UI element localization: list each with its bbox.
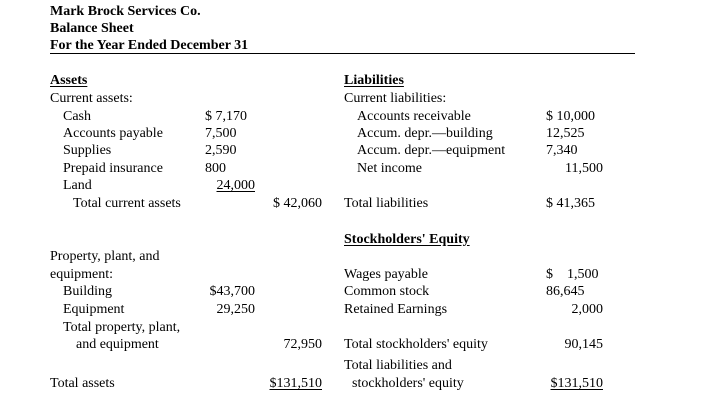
equity-wages-payable-label: Wages payable bbox=[344, 267, 428, 282]
asset-land-amount: 24,000 bbox=[216, 178, 255, 193]
liabilities-heading: Liabilities bbox=[344, 73, 404, 88]
total-liabilities-equity-label-line2: stockholders' equity bbox=[352, 376, 464, 391]
equity-heading: Stockholders' Equity bbox=[344, 232, 470, 247]
asset-cash-label: Cash bbox=[63, 109, 91, 124]
assets-heading: Assets bbox=[50, 73, 88, 88]
asset-cash-amount: $ 7,170 bbox=[205, 109, 247, 124]
equity-retained-earnings-amount: 2,000 bbox=[571, 302, 603, 317]
asset-building-amount: $43,700 bbox=[209, 284, 255, 299]
asset-supplies-amount: 2,590 bbox=[205, 143, 237, 158]
total-ppe-label-line1: Total property, plant, bbox=[63, 320, 181, 335]
asset-prepaid-insurance-label: Prepaid insurance bbox=[63, 161, 163, 176]
total-liabilities-equity-amount: $131,510 bbox=[550, 376, 603, 391]
liability-net-income-amount: 11,500 bbox=[565, 161, 603, 176]
statement-period: For the Year Ended December 31 bbox=[50, 38, 249, 53]
current-assets-label: Current assets: bbox=[50, 91, 133, 106]
asset-equipment-label: Equipment bbox=[63, 302, 125, 317]
liability-accum-depr-equipment-amount: 7,340 bbox=[546, 143, 578, 158]
asset-equipment-amount: 29,250 bbox=[216, 302, 255, 317]
ppe-label-line2: equipment: bbox=[50, 267, 113, 282]
header-divider bbox=[50, 53, 635, 54]
total-equity-label: Total stockholders' equity bbox=[344, 337, 488, 352]
total-ppe-amount: 72,950 bbox=[283, 337, 322, 352]
equity-retained-earnings-label: Retained Earnings bbox=[344, 302, 448, 317]
equity-wages-payable-amount: $ 1,500 bbox=[546, 267, 599, 282]
total-assets-label: Total assets bbox=[50, 376, 115, 391]
asset-accounts-payable-amount: 7,500 bbox=[205, 126, 237, 141]
total-liabilities-equity-label-line1: Total liabilities and bbox=[344, 358, 452, 373]
liability-net-income-label: Net income bbox=[357, 161, 422, 176]
total-ppe-label-line2: and equipment bbox=[76, 337, 159, 352]
asset-land-label: Land bbox=[63, 178, 92, 193]
ppe-label-line1: Property, plant, and bbox=[50, 249, 160, 264]
total-current-assets-amount: $ 42,060 bbox=[273, 196, 322, 211]
equity-common-stock-amount: 86,645 bbox=[546, 284, 585, 299]
total-equity-amount: 90,145 bbox=[564, 337, 603, 352]
liability-accum-depr-building-amount: 12,525 bbox=[546, 126, 585, 141]
total-liabilities-amount: $ 41,365 bbox=[546, 196, 595, 211]
equity-common-stock-label: Common stock bbox=[344, 284, 430, 299]
liability-accum-depr-equipment-label: Accum. depr.—equipment bbox=[357, 143, 506, 158]
asset-accounts-payable-label: Accounts payable bbox=[63, 126, 163, 141]
statement-title: Balance Sheet bbox=[50, 21, 134, 36]
liability-accum-depr-building-label: Accum. depr.—building bbox=[357, 126, 493, 141]
asset-prepaid-insurance-amount: 800 bbox=[205, 161, 226, 176]
company-name: Mark Brock Services Co. bbox=[50, 4, 201, 19]
total-assets-amount: $131,510 bbox=[269, 376, 322, 391]
asset-building-label: Building bbox=[63, 284, 113, 299]
total-current-assets-label: Total current assets bbox=[73, 196, 181, 211]
liability-accounts-receivable-label: Accounts receivable bbox=[357, 109, 471, 124]
asset-supplies-label: Supplies bbox=[63, 143, 112, 158]
total-liabilities-label: Total liabilities bbox=[344, 196, 429, 211]
liability-accounts-receivable-amount: $ 10,000 bbox=[546, 109, 595, 124]
current-liabilities-label: Current liabilities: bbox=[344, 91, 447, 106]
